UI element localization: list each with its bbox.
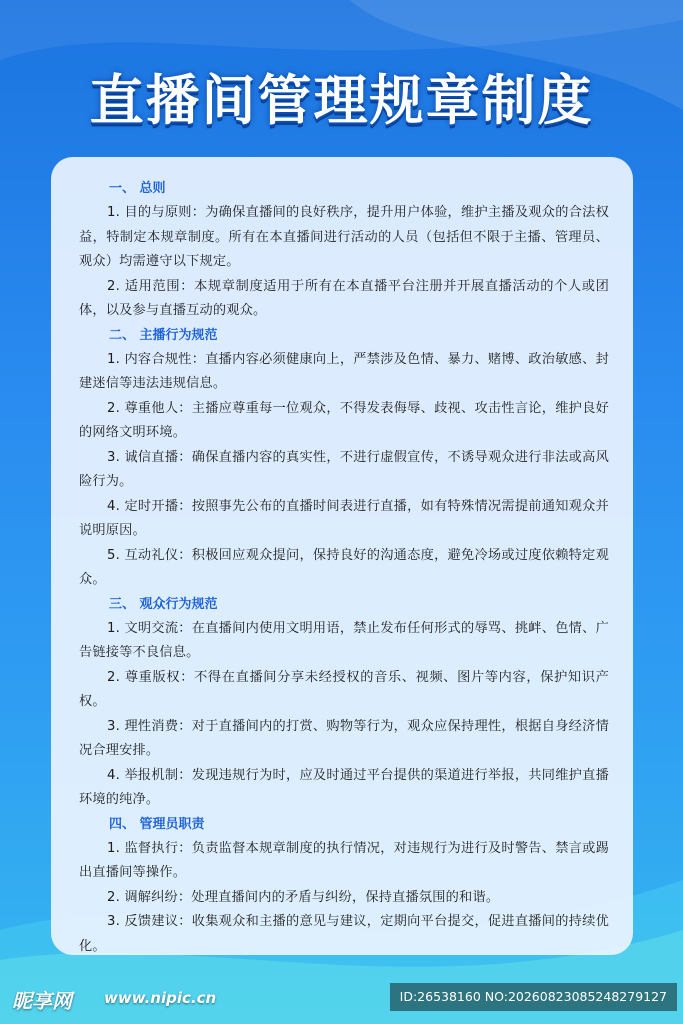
paragraph: 4. 举报机制：发现违规行为时，应及时通过平台提供的渠道进行举报，共同维护直播环境的纯净。: [79, 767, 609, 807]
section-heading: 一、 总则: [109, 181, 166, 196]
section-heading: 二、 主播行为规范: [109, 327, 218, 343]
paragraph: 2. 适用范围：本规章制度适用于所有在本直播平台注册并开展直播活动的个人或团体，以及参与直播互动的观众。: [79, 278, 609, 318]
rules-content: [79, 177, 609, 959]
section-heading: 四、 管理员职责: [109, 816, 205, 832]
paragraph: 1. 文明交流：在直播间内使用文明用语，禁止发布任何形式的辱骂、挑衅、色情、广告链接等不良信息。: [79, 620, 609, 660]
paragraph: 4. 定时开播：按照事先公布的直播时间表进行直播，如有特殊情况需提前通知观众并说明原因。: [79, 498, 609, 538]
watermark-logo: 昵享网: [12, 989, 72, 1013]
paragraph: 3. 反馈建议：收集观众和主播的意见与建议，定期向平台提交，促进直播间的持续优化。: [79, 914, 609, 954]
paragraph: 1. 监督执行：负责监督本规章制度的执行情况，对违规行为进行及时警告、禁言或踢出直播间等操作。: [79, 840, 609, 880]
paragraph: 1. 内容合规性：直播内容必须健康向上，严禁涉及色情、暴力、赌博、政治敏感、封建迷信等违法违规信息。: [79, 351, 609, 391]
paragraph: 1. 目的与原则：为确保直播间的良好秩序，提升用户体验，维护主播及观众的合法权益，特制定本规章制度。所有在本直播间进行活动的人员（包括但不限于主播、管理员、观众）均需遵守以下规定。: [79, 205, 609, 269]
paragraph: 2. 调解纠纷：处理直播间内的矛盾与纠纷，保持直播氛围的和谐。: [107, 889, 500, 905]
paragraph: 3. 诚信直播：确保直播内容的真实性，不进行虚假宣传，不诱导观众进行非法或高风险行为。: [79, 449, 609, 489]
paragraph: 2. 尊重版权：不得在直播间分享未经授权的音乐、视频、图片等内容，保护知识产权。: [79, 669, 609, 709]
section-heading: 三、 观众行为规范: [109, 596, 218, 612]
page-title: 直播间管理规章制度: [89, 69, 594, 132]
watermark-site: www.nipic.cn: [104, 989, 217, 1007]
image-id-label: ID:26538160 NO:20260823085248279127: [390, 983, 677, 1011]
paragraph: 3. 理性消费：对于直播间内的打赏、购物等行为，观众应保持理性，根据自身经济情况合理安排。: [79, 718, 609, 758]
paragraph: 2. 尊重他人：主播应尊重每一位观众，不得发表侮辱、歧视、攻击性言论，维护良好的网络文明环境。: [79, 400, 609, 440]
paragraph: 5. 互动礼仪：积极回应观众提问，保持良好的沟通态度，避免冷场或过度依赖特定观众。: [79, 547, 609, 587]
